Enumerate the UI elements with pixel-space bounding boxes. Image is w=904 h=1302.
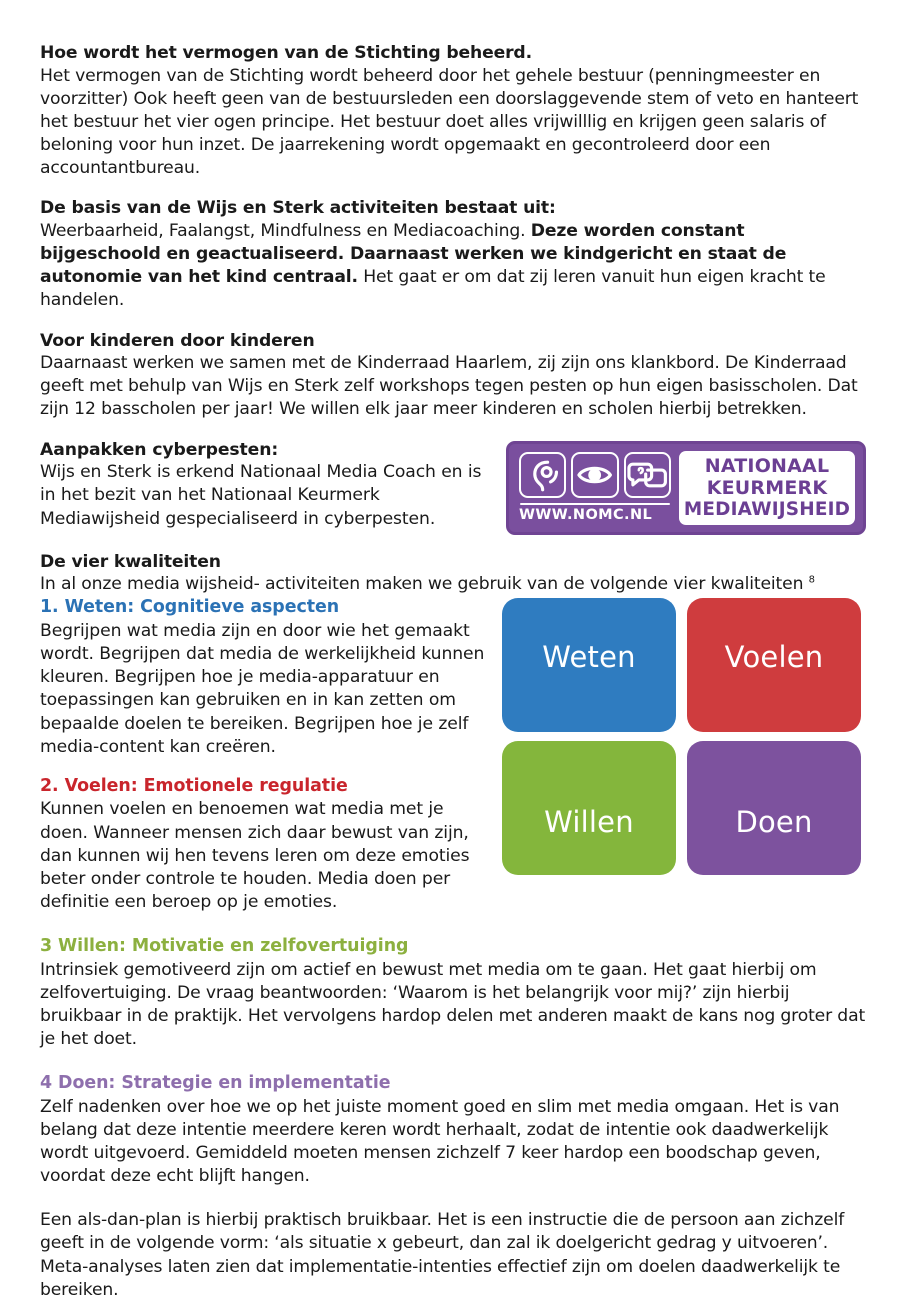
quality-body-weten: Begrijpen wat media zijn en door wie het gemaakt wordt. Begrijpen dat media de werkelijkheid kunnen kleuren. Begrijpen hoe je media-apparatuur en toepassingen kan gebruiken en in kan zetten om bepaalde doelen te bereiken. Begrijpen hoe je zelf media-content kan creëren. xyxy=(40,621,485,757)
quality-box-doen xyxy=(687,741,861,875)
quality-body-voelen: Kunnen voelen en benoemen wat media met je doen. Wanneer mensen zich daar bewust van zijn, dan kunnen wij hen tevens leren om deze emoties beter onder controle te houden. Media doen per definitie een beroep op je emoties. xyxy=(40,799,470,912)
section-heading-vermogen: Hoe wordt het vermogen van de Stichting beheerd. xyxy=(40,43,532,63)
quality-heading-willen: 3 Willen: Motivatie en zelfovertuiging xyxy=(40,936,409,957)
nomc-line-mediawijsheid: MEDIAWIJSHEID xyxy=(683,498,851,520)
section-body-vier-kwaliteiten xyxy=(40,573,868,596)
closing-paragraph: Een als-dan-plan is hierbij praktisch bruikbaar. Het is een instructie die de persoon aan zichzelf geeft in de volgende vorm: ‘als situatie x gebeurt, dan zal ik doelgericht gedrag y uitvoeren’. Meta-analyses laten zien dat implementatie-intenties effectief zijn om doelen daadwerkelijk te bereiken. xyxy=(40,1210,845,1300)
nomc-divider-rule xyxy=(520,503,670,506)
section-cyberpesten xyxy=(40,439,868,531)
nomc-line-keurmerk: KEURMERK xyxy=(706,476,828,499)
nomc-logo-wrapper xyxy=(506,441,868,535)
quality-box-grid xyxy=(502,598,862,875)
section-vermogen xyxy=(40,42,868,180)
section-vier-kwaliteiten xyxy=(40,551,868,597)
quality-body-doen: Zelf nadenken over hoe we op het juiste moment goed en slim met media omgaan. Het is van belang dat deze intentie meerdere keren wordt herhaalt, zodat de intentie ook daadwerkelijk wordt uitgevoerd. Gemiddeld moeten mensen zichzelf 7 keer hardop een boodschap geven, voordat deze echt blijft hangen. xyxy=(40,1096,840,1187)
basis-text-part1: Weerbaarheid, Faalangst, Mindfulness en Mediacoaching. xyxy=(40,221,531,242)
quality-box-weten-label: Weten xyxy=(542,640,636,675)
footnote-marker-8: 8 xyxy=(808,574,815,586)
quality-heading-voelen: 2. Voelen: Emotionele regulatie xyxy=(40,775,348,796)
section-body-cyberpesten: Wijs en Sterk is erkend Nationaal Media Coach en is in het bezit van het Nationaal Keurmerk Mediawijsheid gespecialiseerd in cyberpesten. xyxy=(40,462,482,529)
section-voor-kinderen xyxy=(40,330,868,422)
speech-bubble-icon xyxy=(624,452,671,498)
eye-icon xyxy=(571,452,618,498)
vier-kwaliteiten-intro: In al onze media wijsheid- activiteiten maken we gebruik van de volgende vier kwaliteiten xyxy=(40,574,804,595)
ear-icon xyxy=(519,452,566,498)
nomc-text-panel xyxy=(679,451,855,525)
quality-box-voelen-label: Voelen xyxy=(724,640,824,675)
nomc-logo-left-panel xyxy=(517,451,671,525)
basis-text-part2: Het gaat er om dat zij leren vanuit hun eigen kracht te handelen. xyxy=(40,267,826,311)
nomc-website-url: WWW.NOMC.NL xyxy=(519,507,653,524)
section-heading-cyberpesten: Aanpakken cyberpesten: xyxy=(40,439,279,460)
section-body-voor-kinderen: Daarnaast werken we samen met de Kinderraad Haarlem, zij zijn ons klankbord. De Kinderraad geeft met behulp van Wijs en Sterk zelf workshops tegen pesten op hun eigen basisscholen. Dat zijn 12 basscholen per jaar! We willen elk jaar meer kinderen en scholen hierbij betrekken. xyxy=(40,353,858,420)
nomc-line-nationaal: NATIONAAL xyxy=(704,454,830,477)
quality-box-willen xyxy=(502,741,676,875)
four-qualities-diagram xyxy=(502,598,868,875)
section-heading-basis: De basis van de Wijs en Sterk activiteiten bestaat uit: xyxy=(40,198,556,219)
quality-box-doen-label: Doen xyxy=(735,805,813,840)
nomc-keurmerk-logo xyxy=(506,441,866,535)
quality-box-weten xyxy=(502,598,676,732)
nomc-icon-row xyxy=(519,452,671,498)
section-heading-voor-kinderen: Voor kinderen door kinderen xyxy=(40,330,315,351)
section-body-vermogen: Het vermogen van de Stichting wordt beheerd door het gehele bestuur (penningmeester en voorzitter) Ook heeft geen van de bestuursleden een doorslaggevende stem of veto en hanteert het bestuur het vier ogen principe. Het bestuur doet alles vrijwilllig en krijgen geen salaris of beloning voor hun inzet. De jaarrekening wordt opgemaakt en gecontroleerd door een accountantbureau. xyxy=(40,65,859,179)
quality-doen xyxy=(40,1072,868,1188)
quality-heading-weten: 1. Weten: Cognitieve aspecten xyxy=(40,597,340,618)
section-heading-vier-kwaliteiten: De vier kwaliteiten xyxy=(40,551,221,572)
section-body-basis xyxy=(40,220,868,313)
quality-willen xyxy=(40,935,868,1051)
quality-box-willen-label: Willen xyxy=(544,805,634,840)
basis-text-bold: Deze worden constant bijgeschoold en geactualiseerd. Daarnaast werken we kindgericht en staat de autonomie van het kind centraal. xyxy=(40,221,787,288)
quality-body-willen: Intrinsiek gemotiveerd zijn om actief en bewust met media om te gaan. Het gaat hierbij om zelfovertuiging. De vraag beantwoorden: ‘Waarom is het belangrijk voor mij?’ zijn hierbij bruikbaar in de praktijk. Het vervolgens hardop delen met anderen maakt de kans nog groter dat je het doet. xyxy=(40,959,866,1050)
section-basis xyxy=(40,197,868,312)
quality-box-voelen xyxy=(687,598,861,732)
quality-heading-doen: 4 Doen: Strategie en implementatie xyxy=(40,1073,391,1094)
